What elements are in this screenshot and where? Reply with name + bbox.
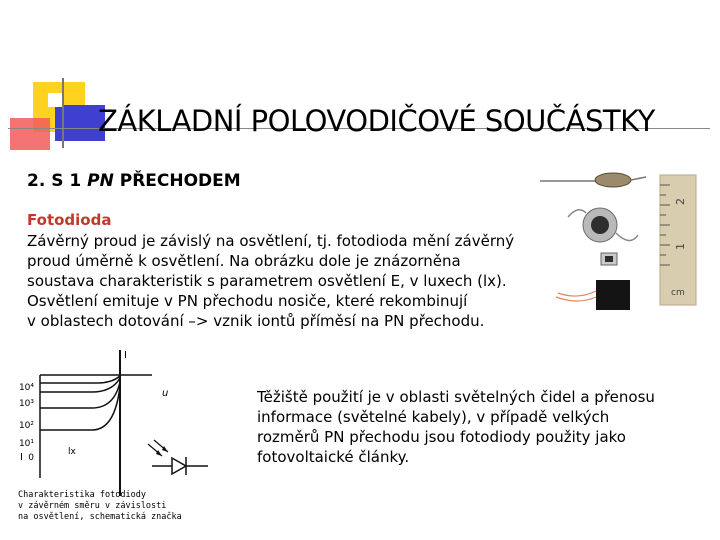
ruler-label-1: 1 bbox=[674, 243, 687, 250]
application-text: Těžiště použití je v oblasti světelných čidel a přenosu informace (světelné kabely), v případě velkých rozměrů PN přechodu jsou fotodiody použity jako fotovoltaické články. bbox=[257, 388, 655, 466]
curve-label-5: 0 bbox=[28, 453, 34, 463]
ruler-unit: cm bbox=[671, 288, 685, 298]
axis-label-top: I bbox=[124, 350, 127, 361]
curve-label-1: 10⁴ bbox=[18, 383, 34, 393]
figure-caption: Charakteristika fotodiody v závěrném směru v závislosti na osvětlení, schematická značka bbox=[18, 490, 182, 522]
subtitle-suffix: PŘECHODEM bbox=[113, 171, 241, 191]
decor-red-square bbox=[10, 118, 50, 150]
curve-label-4: 10¹ bbox=[18, 439, 34, 449]
axis-label-u: u bbox=[162, 388, 169, 399]
ruler-label-2: 2 bbox=[674, 198, 687, 205]
axis-label-left: I bbox=[20, 452, 23, 463]
curve-label-2: 10³ bbox=[18, 399, 34, 409]
curve-label-3: 10² bbox=[18, 421, 34, 431]
subtitle-prefix: 2. S 1 bbox=[27, 171, 88, 191]
lx-label: lx bbox=[68, 447, 76, 457]
body-paragraph: Závěrný proud je závislý na osvětlení, tj. fotodioda mění závěrný proud úměrně k osvětlení. Na obrázku dole je znázorněna soustava charakteristik s parametrem osvětlení E, v luxech (lx). Osvětlení emituje v PN přechodu nosiče, které rekombinují v oblastech dotování –> vznik iontů příměsí na PN přechodu. bbox=[27, 232, 515, 330]
photodiode-photo bbox=[538, 155, 708, 313]
slide-subtitle bbox=[27, 171, 241, 191]
decor-white-square bbox=[48, 93, 62, 107]
characteristic-graph bbox=[12, 348, 212, 498]
section-heading: Fotodioda bbox=[27, 211, 112, 229]
subtitle-pn: PN bbox=[87, 171, 114, 191]
slide-title: ZÁKLADNÍ POLOVODIČOVÉ SOUČÁSTKY bbox=[98, 104, 655, 138]
decor-vertical-line bbox=[62, 78, 64, 148]
